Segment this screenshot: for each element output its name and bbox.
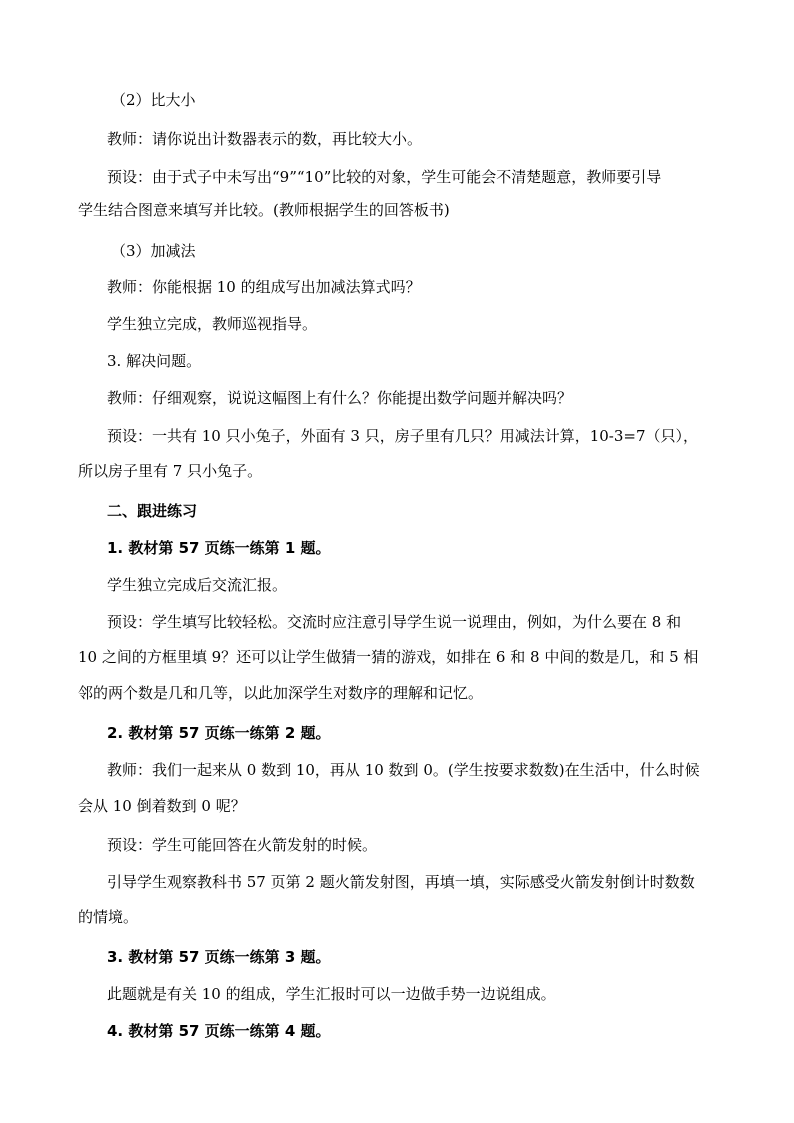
paragraph-preset-rocket: 预设：学生可能回答在火箭发射的时候。 (107, 836, 378, 854)
paragraph-preset-ex1-line2: 10 之间的方框里填 9？还可以让学生做猜一猜的游戏，如排在 6 和 8 中间的数是几，和 5 相 (78, 648, 699, 666)
paragraph-guide-rocket-line1: 引导学生观察教科书 57 页第 2 题火箭发射图，再填一填，实际感受火箭发射倒计时数数 (107, 873, 695, 891)
paragraph-preset-rabbit-line2: 所以房子里有 7 只小兔子。 (78, 462, 263, 480)
subheading-add-subtract: （3）加减法 (111, 242, 196, 260)
paragraph-guide-rocket-line2: 的情境。 (78, 908, 139, 926)
paragraph-student-independent: 学生独立完成，教师巡视指导。 (107, 315, 318, 333)
exercise-heading-4: 4. 教材第 57 页练一练第 4 题。 (107, 1022, 331, 1040)
paragraph-preset-rabbit-line1: 预设：一共有 10 只小兔子，外面有 3 只，房子里有几只？用减法计算，10-3=7（只）， (107, 427, 699, 445)
section-heading-practice: 二、跟进练习 (107, 502, 198, 520)
paragraph-ex3-composition: 此题就是有关 10 的组成，学生汇报时可以一边做手势一边说组成。 (107, 985, 556, 1003)
paragraph-teacher-count-line1: 教师：我们一起来从 0 数到 10，再从 10 数到 0。(学生按要求数数)在生活中，什么时候 (107, 761, 700, 779)
exercise-heading-1: 1. 教材第 57 页练一练第 1 题。 (107, 539, 331, 557)
paragraph-preset-compare-line1: 预设：由于式子中未写出“9”“10”比较的对象，学生可能会不清楚题意，教师要引导 (107, 168, 662, 186)
paragraph-teacher-observe: 教师：仔细观察，说说这幅图上有什么？你能提出数学问题并解决吗？ (107, 389, 573, 407)
paragraph-preset-compare-line2: 学生结合图意来填写并比较。(教师根据学生的回答板书) (78, 201, 450, 219)
paragraph-preset-ex1-line1: 预设：学生填写比较轻松。交流时应注意引导学生说一说理由，例如，为什么要在 8 和 (107, 613, 682, 631)
paragraph-preset-ex1-line3: 邻的两个数是几和几等，以此加深学生对数序的理解和记忆。 (78, 684, 484, 702)
paragraph-teacher-count-line2: 会从 10 倒着数到 0 呢？ (78, 797, 246, 815)
paragraph-teacher-add-subtract: 教师：你能根据 10 的组成写出加减法算式吗？ (107, 278, 421, 296)
heading-solve-problem: 3. 解决问题。 (107, 352, 202, 370)
exercise-heading-2: 2. 教材第 57 页练一练第 2 题。 (107, 724, 331, 742)
subheading-compare: （2）比大小 (111, 91, 196, 109)
paragraph-student-report: 学生独立完成后交流汇报。 (107, 576, 288, 594)
exercise-heading-3: 3. 教材第 57 页练一练第 3 题。 (107, 948, 331, 966)
paragraph-teacher-compare: 教师：请你说出计数器表示的数，再比较大小。 (107, 130, 423, 148)
